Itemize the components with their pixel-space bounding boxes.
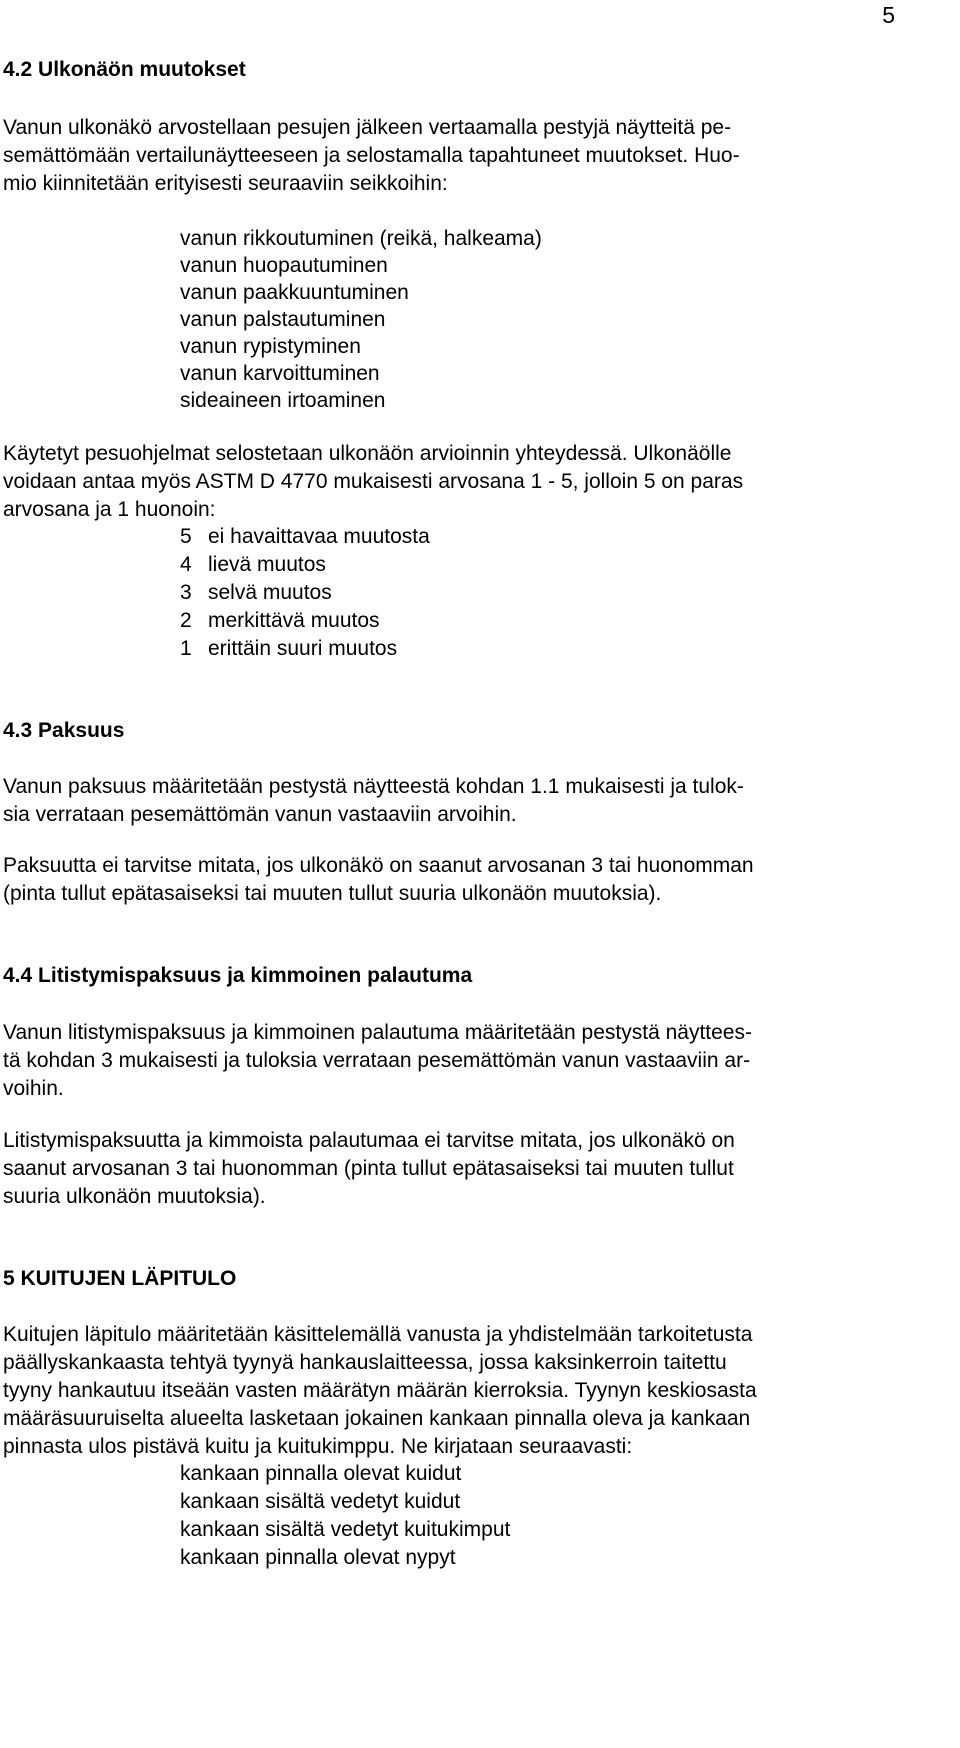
list-item: kankaan pinnalla olevat kuidut [180, 1462, 462, 1485]
list-item: vanun paakkuuntuminen [180, 281, 409, 304]
grade-text: lievä muutos [208, 553, 326, 576]
paragraph-line: suuria ulkonäön muutoksia). [3, 1185, 266, 1208]
page-number: 5 [882, 2, 895, 28]
list-item: sideaineen irtoaminen [180, 389, 386, 412]
paragraph-line: tä kohdan 3 mukaisesti ja tuloksia verrataan pesemättömän vanun vastaaviin ar- [3, 1049, 751, 1072]
paragraph-line: Vanun litistymispaksuus ja kimmoinen palautuma määritetään pestystä näyttees- [3, 1021, 752, 1044]
grade-text: erittäin suuri muutos [208, 637, 398, 660]
section-heading-4-2: 4.2 Ulkonäön muutokset [3, 58, 246, 81]
section-heading-4-4: 4.4 Litistymispaksuus ja kimmoinen palautuma [3, 964, 473, 987]
list-item: vanun rikkoutuminen (reikä, halkeama) [180, 227, 542, 250]
paragraph-line: semättömään vertailunäytteeseen ja selostamalla tapahtuneet muutokset. Huo- [3, 144, 740, 167]
grade-number: 4 [180, 553, 192, 576]
paragraph-line: Kuitujen läpitulo määritetään käsittelemällä vanusta ja yhdistelmään tarkoitetusta [3, 1323, 753, 1346]
paragraph-line: (pinta tullut epätasaiseksi tai muuten tullut suuria ulkonäön muutoksia). [3, 882, 662, 905]
section-heading-5: 5 KUITUJEN LÄPITULO [3, 1267, 237, 1290]
grade-number: 3 [180, 581, 192, 604]
paragraph-line: arvosana ja 1 huonoin: [3, 498, 216, 521]
grade-number: 5 [180, 525, 192, 548]
list-item: vanun huopautuminen [180, 254, 388, 277]
paragraph-line: Vanun paksuus määritetään pestystä näytteestä kohdan 1.1 mukaisesti ja tulok- [3, 775, 744, 798]
section-heading-4-3: 4.3 Paksuus [3, 719, 125, 742]
grade-item [180, 524, 430, 550]
paragraph-line: tyyny hankautuu itseään vasten määrätyn määrän kierroksia. Tyynyn keskiosasta [3, 1379, 757, 1402]
grade-text: selvä muutos [208, 581, 332, 604]
paragraph-line: Paksuutta ei tarvitse mitata, jos ulkonäkö on saanut arvosanan 3 tai huonomman [3, 854, 754, 877]
grade-number: 2 [180, 609, 192, 632]
grade-item [180, 552, 326, 578]
list-item: vanun rypistyminen [180, 335, 361, 358]
list-item: vanun palstautuminen [180, 308, 386, 331]
grade-item [180, 636, 397, 662]
paragraph-line: päällyskankaasta tehtyä tyynyä hankauslaitteessa, jossa kaksinkerroin taitettu [3, 1351, 727, 1374]
paragraph-line: voidaan antaa myös ASTM D 4770 mukaisesti arvosana 1 - 5, jolloin 5 on paras [3, 470, 744, 493]
paragraph-line: voihin. [3, 1077, 64, 1100]
paragraph-line: sia verrataan pesemättömän vanun vastaaviin arvoihin. [3, 803, 517, 826]
paragraph-line: määräsuuruiselta alueelta lasketaan jokainen kankaan pinnalla oleva ja kankaan [3, 1407, 751, 1430]
list-item: kankaan pinnalla olevat nypyt [180, 1546, 456, 1569]
grade-item [180, 608, 380, 634]
list-item: kankaan sisältä vedetyt kuitukimput [180, 1518, 511, 1541]
paragraph-line: Käytetyt pesuohjelmat selostetaan ulkonäön arvioinnin yhteydessä. Ulkonäölle [3, 442, 732, 465]
paragraph-line: Vanun ulkonäkö arvostellaan pesujen jälkeen vertaamalla pestyjä näytteitä pe- [3, 116, 732, 139]
grade-text: merkittävä muutos [208, 609, 380, 632]
paragraph-line: saanut arvosanan 3 tai huonomman (pinta tullut epätasaiseksi tai muuten tullut [3, 1157, 734, 1180]
grade-number: 1 [180, 637, 192, 660]
grade-item [180, 580, 332, 606]
list-item: kankaan sisältä vedetyt kuidut [180, 1490, 461, 1513]
grade-text: ei havaittavaa muutosta [208, 525, 430, 548]
paragraph-line: Litistymispaksuutta ja kimmoista palautumaa ei tarvitse mitata, jos ulkonäkö on [3, 1129, 735, 1152]
paragraph-line: mio kiinnitetään erityisesti seuraaviin seikkoihin: [3, 172, 448, 195]
paragraph-line: pinnasta ulos pistävä kuitu ja kuitukimppu. Ne kirjataan seuraavasti: [3, 1435, 633, 1458]
list-item: vanun karvoittuminen [180, 362, 380, 385]
